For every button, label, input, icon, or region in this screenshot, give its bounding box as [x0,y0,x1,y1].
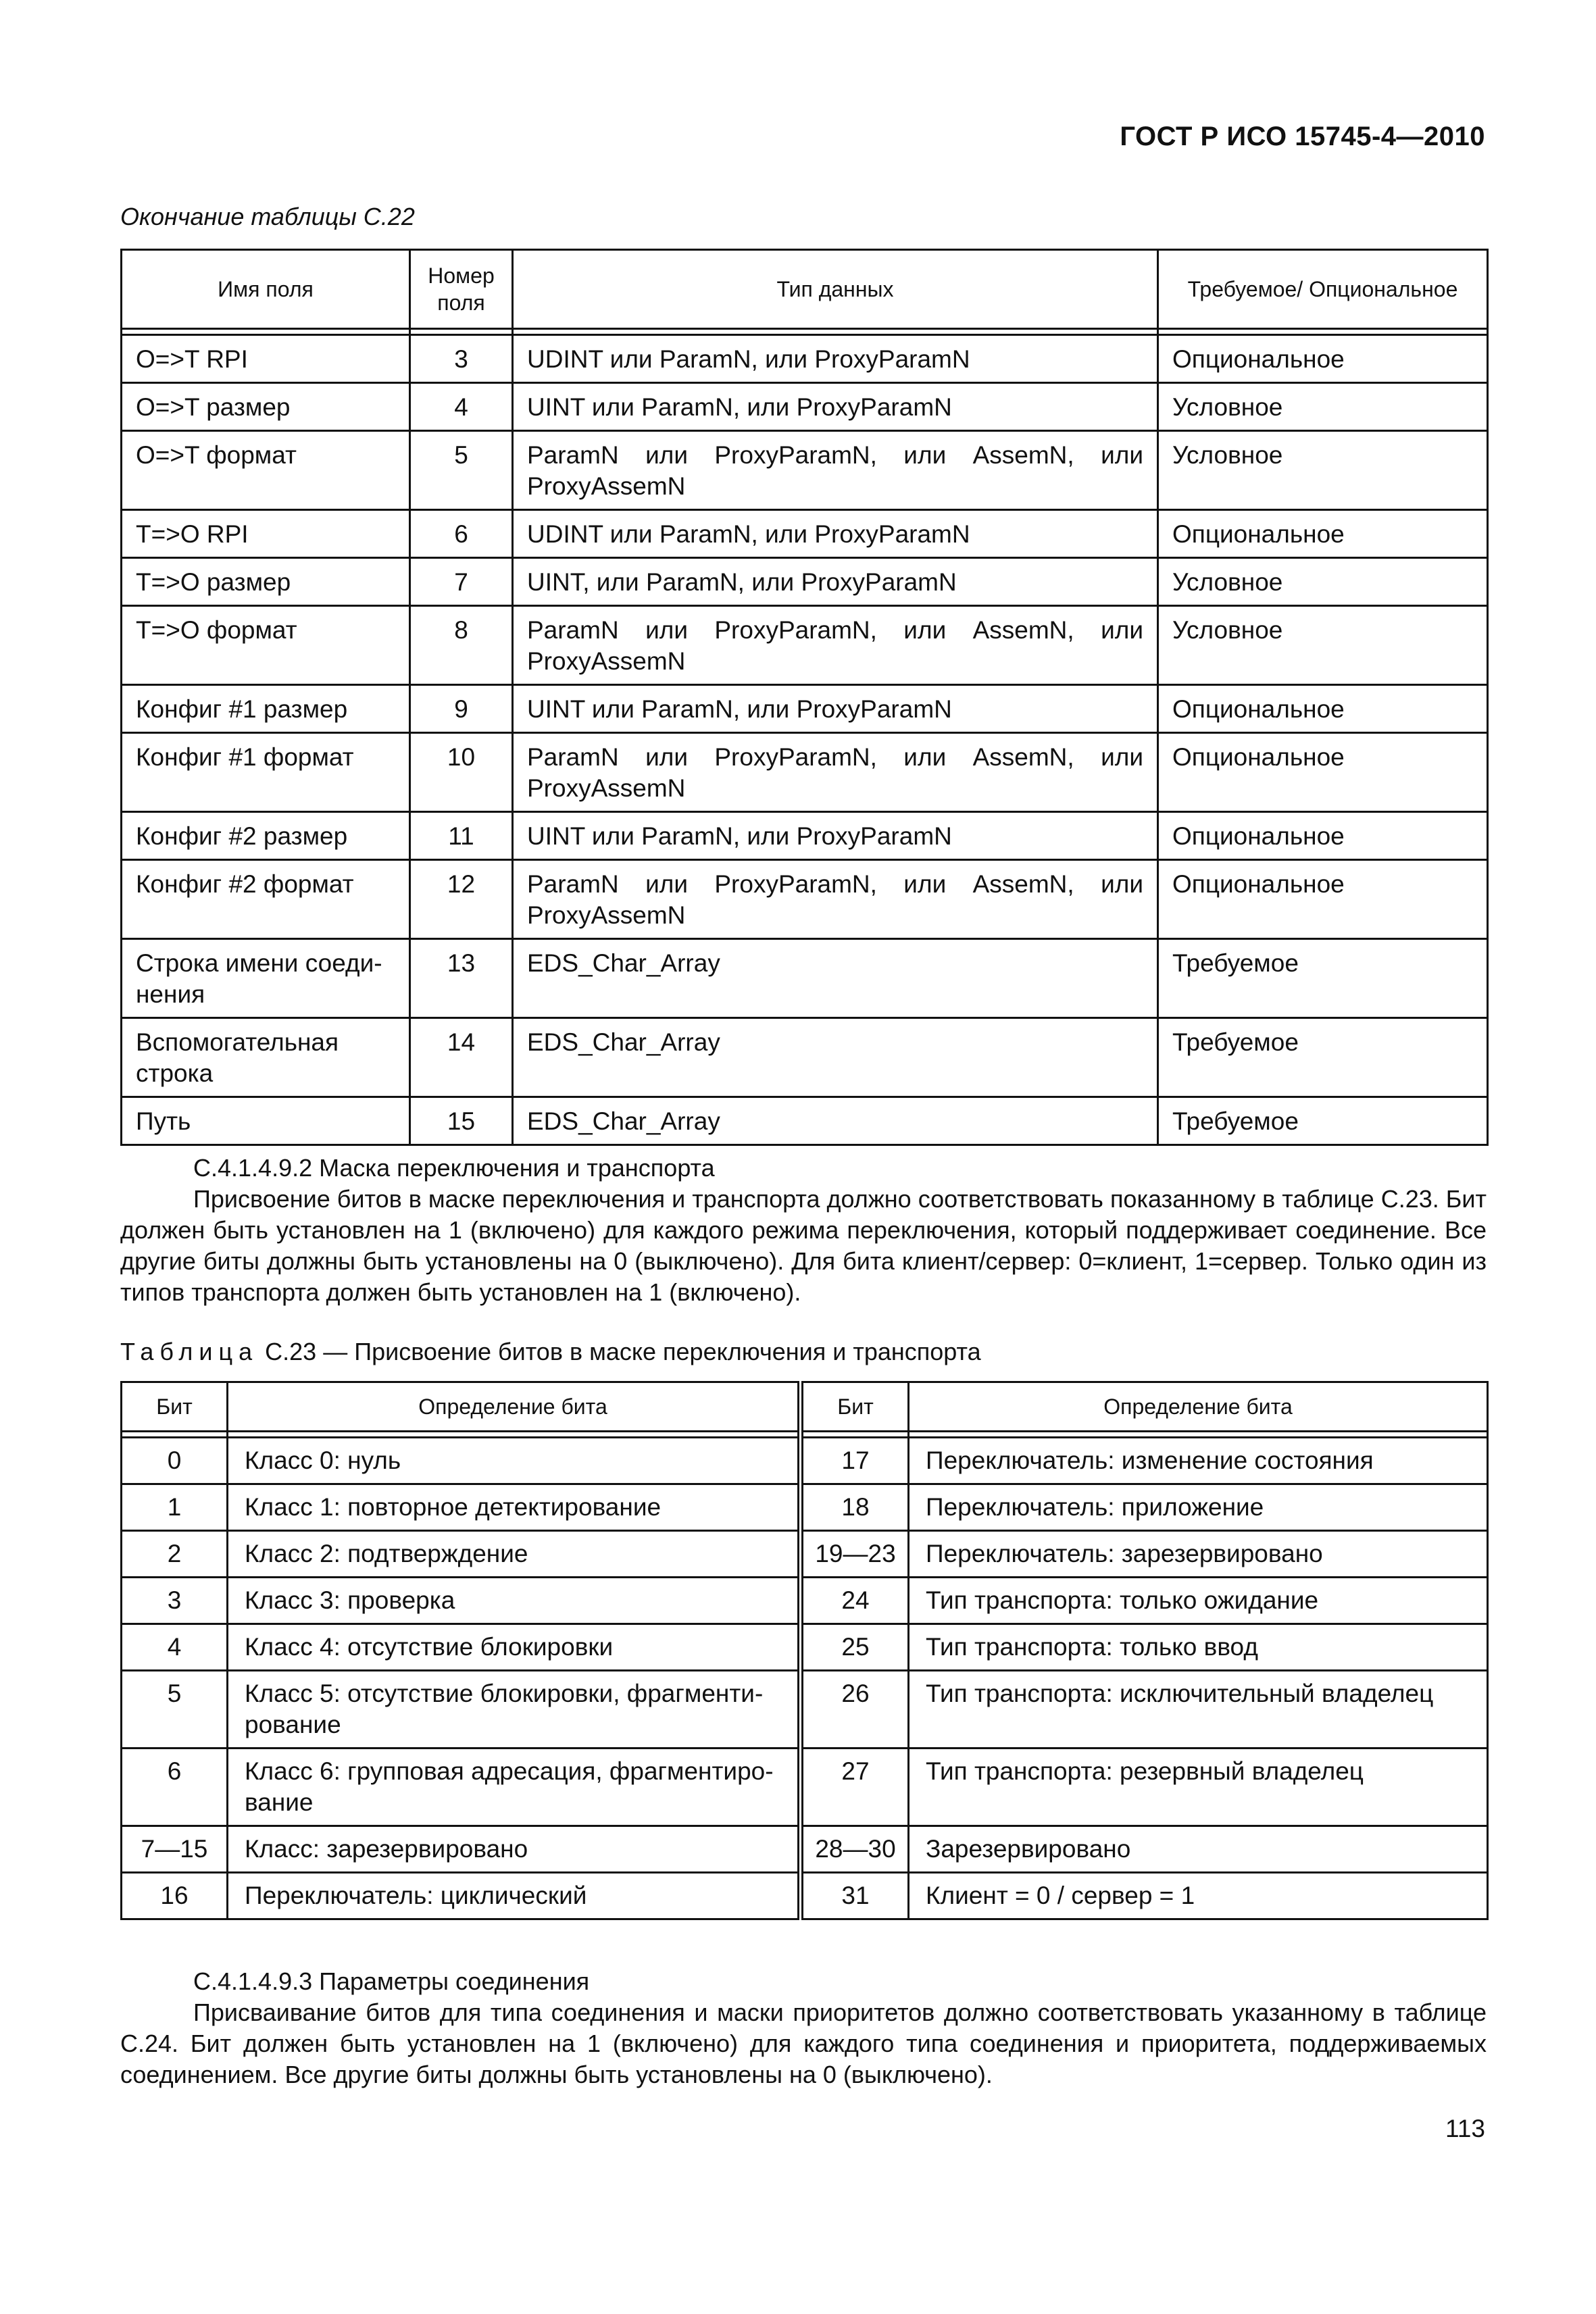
table-c23 [120,1381,1489,1920]
bit-cell: 2 [122,1531,228,1578]
requirement-cell: Опциональное [1158,733,1488,812]
requirement-cell: Опциональное [1158,685,1488,733]
requirement-cell: Опциональное [1158,812,1488,860]
field-name-cell: Конфиг #2 размер [122,812,410,860]
field-number-cell: 12 [410,860,513,939]
table-row [122,1624,1488,1671]
bit-cell: 0 [122,1438,228,1484]
bit-definition-cell: Переключатель: циклический [228,1873,801,1919]
table-row [122,1749,1488,1826]
data-type-cell: ParamN или ProxyParamN, или AssemN, или ProxyAssemN [513,860,1158,939]
table-row [122,558,1488,606]
bit-cell: 4 [122,1624,228,1671]
column-header-field-number: Номер поля [410,250,513,329]
table-row [122,860,1488,939]
bit-definition-cell: Зарезервировано [909,1826,1488,1873]
document-code: ГОСТ Р ИСО 15745-4—2010 [1120,122,1485,151]
field-number-cell: 13 [410,939,513,1018]
field-number-cell: 15 [410,1097,513,1145]
bit-definition-cell: Тип транспорта: только ввод [909,1624,1488,1671]
requirement-cell: Требуемое [1158,939,1488,1018]
field-number-cell: 4 [410,383,513,431]
data-type-cell: UDINT или ParamN, или ProxyParamN [513,335,1158,383]
data-type-cell: UINT, или ParamN, или ProxyParamN [513,558,1158,606]
requirement-cell: Условное [1158,431,1488,510]
section-heading: С.4.1.4.9.2 Маска переключения и транспорта [193,1154,715,1182]
header-separator [122,329,1488,335]
table-row [122,1578,1488,1624]
field-name-cell: T=>O формат [122,606,410,685]
table-row [122,335,1488,383]
field-name-cell: O=>T формат [122,431,410,510]
requirement-cell: Требуемое [1158,1018,1488,1097]
bit-cell: 18 [801,1484,909,1531]
bit-definition-cell: Переключатель: приложение [909,1484,1488,1531]
table-row [122,431,1488,510]
bit-cell: 26 [801,1671,909,1749]
bit-definition-cell: Тип транспорта: исключительный владелец [909,1671,1488,1749]
table-row [122,1826,1488,1873]
table-row [122,510,1488,558]
data-type-cell: EDS_Char_Array [513,1018,1158,1097]
field-number-cell: 10 [410,733,513,812]
table-row [122,1531,1488,1578]
column-header-field-name: Имя поля [122,250,410,329]
bit-definition-cell: Класс 3: проверка [228,1578,801,1624]
field-number-cell: 3 [410,335,513,383]
bit-cell: 24 [801,1578,909,1624]
bit-cell: 17 [801,1438,909,1484]
section-heading: С.4.1.4.9.3 Параметры соединения [193,1967,590,1995]
bit-definition-cell: Клиент = 0 / сервер = 1 [909,1873,1488,1919]
field-name-cell: Вспомогательная строка [122,1018,410,1097]
table-c23-body [122,1438,1488,1919]
table-c22-continuation-caption: Окончание таблицы С.22 [120,203,415,230]
field-name-cell: Путь [122,1097,410,1145]
field-name-cell: Конфиг #2 формат [122,860,410,939]
bit-definition-cell: Переключатель: изменение состояния [909,1438,1488,1484]
column-header-bit-2: Бит [801,1382,909,1432]
table-row [122,939,1488,1018]
table-row [122,1671,1488,1749]
field-number-cell: 6 [410,510,513,558]
data-type-cell: UDINT или ParamN, или ProxyParamN [513,510,1158,558]
column-header-bit-definition-1: Определение бита [228,1382,801,1432]
column-header-data-type: Тип данных [513,250,1158,329]
bit-definition-cell: Переключатель: зарезервировано [909,1531,1488,1578]
field-name-cell: O=>T размер [122,383,410,431]
bit-cell: 19—23 [801,1531,909,1578]
table-row [122,1484,1488,1531]
section-body: Присваивание битов для типа соединения и маски приоритетов должно соответствовать указанному в таблице С.24. Бит должен быть установлен на 1 (включено) для каждого типа соединения и приоритета, поддерживаемых соединением. Все другие биты должны быть установлены на 0 (выключено). [120,1998,1487,2088]
field-number-cell: 11 [410,812,513,860]
requirement-cell: Опциональное [1158,335,1488,383]
table-row [122,1873,1488,1919]
field-name-cell: Конфиг #1 размер [122,685,410,733]
section-body: Присвоение битов в маске переключения и транспорта должно соответствовать показанному в таблице С.23. Бит должен быть установлен на 1 (включено) для каждого режима переключения, который поддерживает соединение. Все другие биты должны быть установлены на 0 (выключено). Для бита клиент/сервер: 0=клиент, 1=сервер. Только один из типов транспорта должен быть установлен на 1 (включено). [120,1185,1487,1306]
table-header-row [122,250,1488,329]
field-name-cell: Конфиг #1 формат [122,733,410,812]
requirement-cell: Опциональное [1158,860,1488,939]
table-c23-caption [120,1338,981,1366]
data-type-cell: UINT или ParamN, или ProxyParamN [513,383,1158,431]
requirement-cell: Условное [1158,558,1488,606]
bit-cell: 27 [801,1749,909,1826]
table-row [122,1018,1488,1097]
requirement-cell: Требуемое [1158,1097,1488,1145]
bit-cell: 7—15 [122,1826,228,1873]
bit-cell: 1 [122,1484,228,1531]
field-name-cell: Строка имени соеди-нения [122,939,410,1018]
table-row [122,733,1488,812]
field-name-cell: T=>O размер [122,558,410,606]
field-number-cell: 9 [410,685,513,733]
table-row [122,1438,1488,1484]
bit-definition-cell: Класс 2: подтверждение [228,1531,801,1578]
data-type-cell: EDS_Char_Array [513,1097,1158,1145]
section-c41493 [120,1966,1487,2090]
requirement-cell: Опциональное [1158,510,1488,558]
data-type-cell: ParamN или ProxyParamN, или AssemN, или ProxyAssemN [513,606,1158,685]
bit-cell: 25 [801,1624,909,1671]
header-separator [122,1432,1488,1438]
bit-cell: 16 [122,1873,228,1919]
table-c22-body [122,335,1488,1145]
bit-cell: 3 [122,1578,228,1624]
data-type-cell: ParamN или ProxyParamN, или AssemN, или ProxyAssemN [513,733,1158,812]
field-number-cell: 7 [410,558,513,606]
bit-cell: 28—30 [801,1826,909,1873]
requirement-cell: Условное [1158,383,1488,431]
table-row [122,383,1488,431]
table-row [122,606,1488,685]
field-number-cell: 5 [410,431,513,510]
table-caption-label: Таблица [120,1338,259,1365]
bit-definition-cell: Класс 6: групповая адресация, фрагментиро-вание [228,1749,801,1826]
data-type-cell: ParamN или ProxyParamN, или AssemN, или ProxyAssemN [513,431,1158,510]
field-number-cell: 14 [410,1018,513,1097]
table-row [122,1097,1488,1145]
bit-definition-cell: Класс 0: нуль [228,1438,801,1484]
table-row [122,812,1488,860]
bit-cell: 31 [801,1873,909,1919]
bit-definition-cell: Класс 5: отсутствие блокировки, фрагменти-рование [228,1671,801,1749]
bit-definition-cell: Класс 1: повторное детектирование [228,1484,801,1531]
column-header-bit-definition-2: Определение бита [909,1382,1488,1432]
table-c22 [120,249,1489,1146]
requirement-cell: Условное [1158,606,1488,685]
bit-definition-cell: Тип транспорта: резервный владелец [909,1749,1488,1826]
bit-definition-cell: Класс 4: отсутствие блокировки [228,1624,801,1671]
field-number-cell: 8 [410,606,513,685]
bit-cell: 6 [122,1749,228,1826]
bit-definition-cell: Тип транспорта: только ожидание [909,1578,1488,1624]
column-header-required-optional: Требуемое/ Опциональное [1158,250,1488,329]
section-c41492 [120,1153,1487,1308]
table-header-row [122,1382,1488,1432]
field-name-cell: O=>T RPI [122,335,410,383]
table-caption-title: С.23 — Присвоение битов в маске переключения и транспорта [258,1338,981,1365]
bit-cell: 5 [122,1671,228,1749]
data-type-cell: EDS_Char_Array [513,939,1158,1018]
page-number: 113 [1445,2115,1485,2142]
table-row [122,685,1488,733]
data-type-cell: UINT или ParamN, или ProxyParamN [513,685,1158,733]
data-type-cell: UINT или ParamN, или ProxyParamN [513,812,1158,860]
field-name-cell: T=>O RPI [122,510,410,558]
bit-definition-cell: Класс: зарезервировано [228,1826,801,1873]
column-header-bit-1: Бит [122,1382,228,1432]
